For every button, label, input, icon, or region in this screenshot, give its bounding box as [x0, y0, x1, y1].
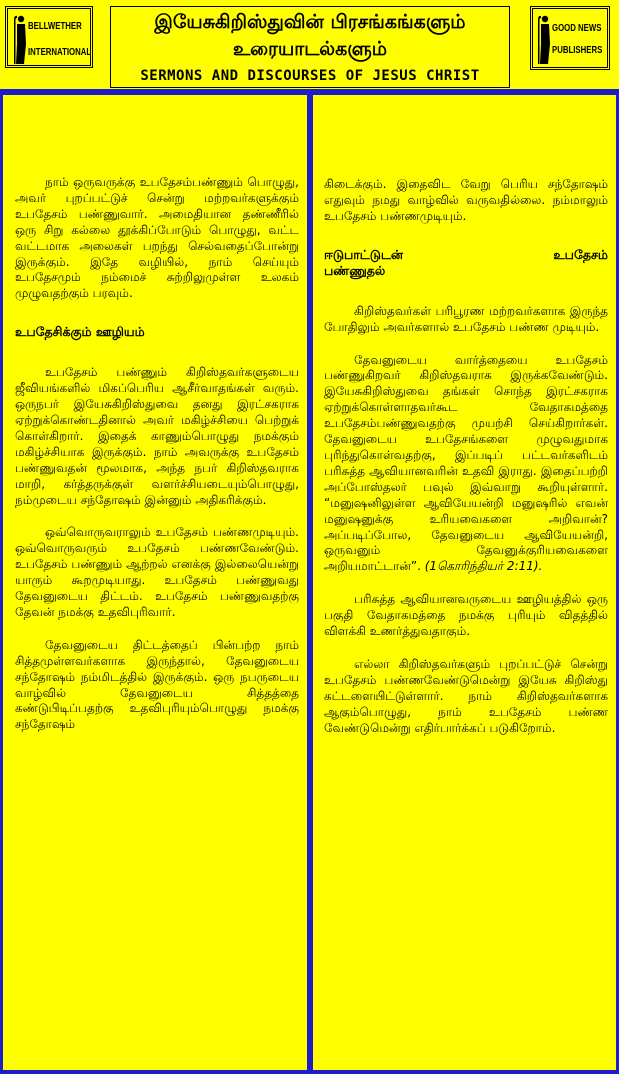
paragraph: நாம் ஒருவருக்கு உபதேசம்பண்ணும் பொழுது, அவர் புறப்பட்டுச் சென்று மற்றவர்களுக்கும் உபதேசம் பண்ணுவார். அமைதியான தண்ணீரில் ஒரு சிறு கல்லை தூக்கிப்போடும் பொழுது, வட்ட வட்டமாக அலைகள் பறந்து செல்வதைப்போன்று இருக்கும். இதே வழியில், நாம் செய்யும் உபதேசமும் நம்மைச் சுற்றிலுமுள்ள உலகம் முழுவதற்கும் பரவும். — [15, 175, 299, 301]
title-box — [110, 6, 510, 88]
section-heading-line1: ஈடுபாட்டுடன் உபதேசம் — [324, 246, 608, 262]
title-tamil-line1: இயேசுகிறிஸ்துவின் பிரசங்கங்களும் — [154, 11, 466, 33]
paragraph: கிறிஸ்தவர்கள் பரிபூரண மற்றவர்களாக இருந்த போதிலும் அவர்களால் உபதேசம் பண்ண முடியும். — [324, 303, 608, 334]
bellwether-logo — [5, 6, 93, 68]
logo-text-line2: PUBLISHERS — [552, 45, 603, 56]
paragraph: கிடைக்கும். இதைவிட வேறு பெரிய சந்தோஷம் எதுவும் நமது வாழ்வில் வருவதில்லை. நம்மாலும் உபதேசம் பண்ணமுடியும். — [324, 177, 608, 223]
paragraph: பரிசுத்த ஆவியானவருடைய ஊழியத்தில் ஒரு பகுதி வேதாகமத்தை நமக்கு புரியும் விதத்தில் விளக்கி உணர்த்துவதாகும். — [324, 592, 608, 639]
shepherd-figure-icon — [13, 14, 27, 66]
paragraph: எல்லா கிறிஸ்தவர்களும் புறப்பட்டுச் சென்று உபதேசம் பண்ணவேண்டுமென்று இயேசு கிறிஸ்து கட்டளையிட்டுள்ளார். நாம் கிறிஸ்தவர்களாக ஆகும்பொழுது, நாம் உபதேசம் பண்ண வேண்டுமென்று எதிர்பார்க்கப் படுகிறோம். — [324, 656, 608, 735]
logo-text-line2: INTERNATIONAL — [28, 47, 92, 58]
title-english: SERMONS AND DISCOURSES OF JESUS CHRIST — [140, 68, 480, 84]
good-news-logo — [530, 6, 610, 70]
section-heading: உபதேசிக்கும் ஊழியம் — [15, 324, 145, 340]
bible-reference: (1கொரிந்தியர் 2:11). — [424, 559, 543, 574]
title-tamil-line2: உரையாடல்களும் — [232, 38, 388, 60]
paragraph-text: தேவனுடைய வார்த்தையை உபதேசம் பண்ணுகிறவர் கிறிஸ்தவராக இருக்கவேண்டும். இயேசுகிறிஸ்துவை தங்கள் சொந்த இரட்சகராக ஏற்றுக்கொள்ளாதவர்கூட வேதாகமத்தை உபதேசம்பண்ணுவதற்கு முயற்சி செய்கிறார்கள். தேவனுடைய உபதேசங்களை முழுவதுமாக புரிந்துகொள்வதற்கு, இப்படிப் பட்டவர்களிடம் பரிசுத்த ஆவியானவரின் உதவி இராது. இதைப்பற்றி அப்போஸ்தலர் பவுல் இவ்வாறு கூறியுள்ளார். “மனுஷனிலுள்ள ஆவியேயன்றி மனுஷரில் எவன் மனுஷனுக்கு உரியவைகளை அறிவான்? அப்படிப்போல, தேவனுடைய ஆவியேயன்றி, ஒருவனும் தேவனுக்குரியவைகளை அறியமாட்டான்”. — [324, 352, 608, 574]
left-column — [3, 95, 307, 1070]
paragraph — [324, 353, 608, 576]
logo-text-line1: BELLWETHER — [28, 21, 82, 32]
section-heading — [324, 247, 608, 279]
paragraph: ஒவ்வொருவராலும் உபதேசம் பண்ணமுடியும். ஒவ்வொருவரும் உபதேசம் பண்ணவேண்டும். உபதேசம் பண்ணும் ஆற்றல் எனக்கு இல்லையென்று யாரும் கூறமுடியாது. உபதேசம் பண்ணுவது தேவனுடைய திட்டம். உபதேசம் பண்ணுவதற்கு தேவன் நமக்கு உதவிபுரிவார். — [15, 525, 299, 619]
right-column — [313, 95, 616, 1070]
shepherd-figure-icon — [537, 14, 551, 66]
paragraph: தேவனுடைய திட்டத்தைப் பின்பற்ற நாம் சித்தமுள்ளவர்களாக இருந்தால், தேவனுடைய சந்தோஷம் நம்மிடத்தில் இருக்கும். ஒரு நபருடைய வாழ்வில் தேவனுடைய சித்தத்தை கண்டுபிடிப்பதற்கு உதவிபுரியும்பொழுது நமக்கு சந்தோஷம் — [15, 637, 299, 732]
page-header — [0, 0, 619, 92]
paragraph: உபதேசம் பண்ணும் கிறிஸ்தவர்களுடைய ஜீவியங்களில் மிகப்பெரிய ஆசீர்வாதங்கள் வரும். ஒருநபர் இயேசுகிறிஸ்துவை தனது இரட்சகராக ஏற்றுக்கொண்டதினால் அவர் மகிழ்ச்சியை பெற்றுக் கொள்கிறார். இதைக் காணும்பொழுது நமக்கும் மகிழ்ச்சியாக இருக்கும். நாம் அவருக்கு உபதேசம் பண்ணுவதன் மூலமாக, அந்த நபர் கிறிஸ்தவராக மாறி, கர்த்தருக்குள் வளர்ச்சியடையும்பொழுது, நம்முடைய சந்தோஷம் இன்னும் அதிகரிக்கும். — [15, 365, 299, 507]
section-heading-line2: பண்ணுதல் — [324, 262, 386, 278]
logo-text-line1: GOOD NEWS — [552, 23, 602, 34]
